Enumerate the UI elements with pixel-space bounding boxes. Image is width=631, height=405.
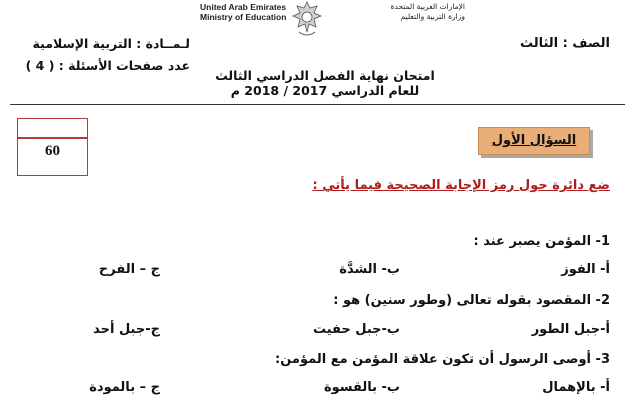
question-2-option-b[interactable]: ب-جبل حفيت [312,322,400,337]
question-2-option-c[interactable]: ج-جبل أحد [93,322,160,337]
score-box-divider [17,137,88,139]
question-3-option-a[interactable]: أ- بالإهمال [542,380,610,395]
pages-count-label: عدد صفحات الأسئلة : ( 4 ) [25,58,190,73]
ministry-en-line1: United Arab Emirates [200,2,287,12]
score-total: 60 [45,143,60,159]
header-divider [10,104,625,105]
uae-emblem-icon [290,0,324,40]
question-1-option-c[interactable]: ج – الفرح [98,262,160,277]
question-3-option-c[interactable]: ج – بالمودة [89,380,160,395]
grade-label: الصف : الثالث [519,36,610,51]
exam-title: امتحان نهاية الفصل الدراسي الثالث [215,68,435,83]
ministry-name-arabic [355,2,465,22]
section-title: السؤال الأول [491,133,577,148]
question-2-text: 2- المقصود بقوله تعالى (وطور سنين) هو : [333,293,610,308]
exam-year: للعام الدراسي 2017 / 2018 م [230,83,420,98]
ministry-ar-line2: وزارة التربية والتعليم [400,12,465,21]
question-3-option-b[interactable]: ب- بالقسوة [323,380,400,395]
question-3-text: 3- أوصى الرسول أن تكون علاقة المؤمن مع المؤمن: [275,352,610,367]
instruction-text: ضع دائرة حول رمز الإجابة الصحيحة فيما يأتي : [312,178,610,193]
question-1-option-b[interactable]: ب- الشدَّة [339,262,400,277]
ministry-name-english [200,2,290,22]
question-1-option-a[interactable]: أ- الفوز [561,262,610,277]
question-1-text: 1- المؤمن يصبر عند : [473,234,610,249]
subject-label: لـمــادة : التربية الإسلامية [32,36,190,51]
section-title-badge [478,127,590,155]
ministry-en-line2: Ministry of Education [200,12,287,22]
ministry-ar-line1: الإمارات العربية المتحدة [390,2,465,11]
question-2-option-a[interactable]: أ-جبل الطور [531,322,610,337]
